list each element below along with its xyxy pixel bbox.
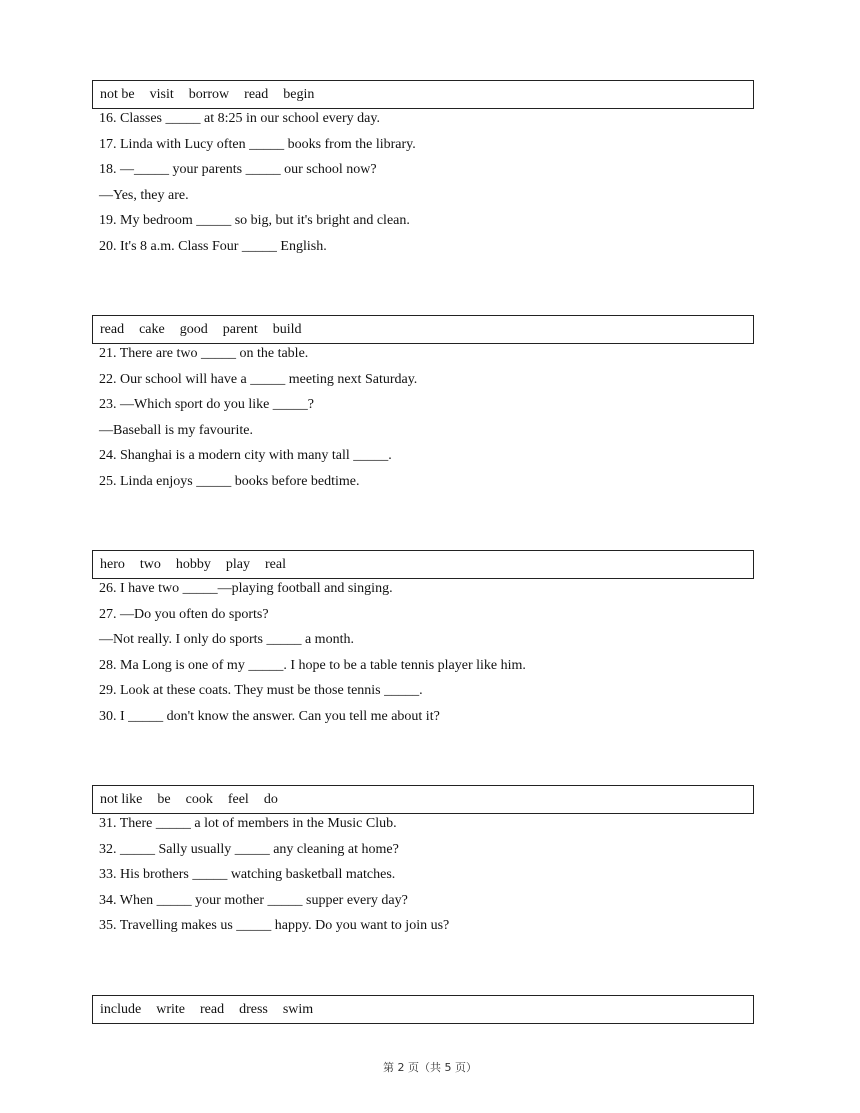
exercise-section-2 xyxy=(92,315,754,489)
question-line: 17. Linda with Lucy often _____ books from the library. xyxy=(99,137,416,152)
question-line: 19. My bedroom _____ so big, but it's bright and clean. xyxy=(99,213,410,228)
word-bank-box xyxy=(92,785,754,814)
word-bank-item: real xyxy=(265,556,286,572)
word-bank-item: not be xyxy=(100,86,135,102)
word-bank-item: hobby xyxy=(175,556,211,572)
question-line: 23. —Which sport do you like _____? xyxy=(99,397,315,412)
question-line: 35. Travelling makes us _____ happy. Do you want to join us? xyxy=(99,918,450,933)
word-bank-item: be xyxy=(157,791,171,807)
word-bank-item: cake xyxy=(139,321,165,337)
word-bank-item: swim xyxy=(282,1001,314,1017)
word-bank-item: begin xyxy=(283,86,315,102)
answer-line: —Not really. I only do sports _____ a month. xyxy=(99,632,354,647)
question-line: 28. Ma Long is one of my _____. I hope to be a table tennis player like him. xyxy=(99,658,526,673)
page-number-footer: 第 2 页（共 5 页） xyxy=(383,1061,477,1074)
question-line: 22. Our school will have a _____ meeting next Saturday. xyxy=(99,372,418,387)
answer-line: —Baseball is my favourite. xyxy=(99,423,253,438)
word-bank-item: cook xyxy=(185,791,213,807)
question-line: 25. Linda enjoys _____ books before bedtime. xyxy=(99,474,360,489)
question-line: 34. When _____ your mother _____ supper every day? xyxy=(99,893,408,908)
exercise-section-5 xyxy=(92,995,754,1024)
word-bank-item: read xyxy=(199,1001,225,1017)
question-line: 20. It's 8 a.m. Class Four _____ English. xyxy=(99,239,327,254)
word-bank-item: feel xyxy=(227,791,249,807)
word-bank-item: read xyxy=(244,86,269,102)
word-bank-box xyxy=(92,995,754,1024)
question-line: 18. —_____ your parents _____ our school now? xyxy=(99,162,377,177)
word-bank-item: dress xyxy=(239,1001,268,1017)
word-bank-item: play xyxy=(225,556,250,572)
word-bank-item: not like xyxy=(100,791,143,807)
question-line: 31. There _____ a lot of members in the Music Club. xyxy=(99,816,397,831)
word-bank-item: read xyxy=(100,321,125,337)
question-line: 33. His brothers _____ watching basketball matches. xyxy=(99,867,396,882)
word-bank-box xyxy=(92,80,754,109)
question-line: 24. Shanghai is a modern city with many tall _____. xyxy=(99,448,392,463)
word-bank-item: two xyxy=(139,556,161,572)
word-bank-box xyxy=(92,550,754,579)
question-line: 32. _____ Sally usually _____ any cleaning at home? xyxy=(99,842,399,857)
question-line: 27. —Do you often do sports? xyxy=(99,607,269,622)
word-bank-item: good xyxy=(179,321,208,337)
answer-line: —Yes, they are. xyxy=(99,188,189,203)
exercise-section-3 xyxy=(92,550,754,724)
exercise-section-4 xyxy=(92,785,754,933)
word-bank-item: borrow xyxy=(188,86,230,102)
word-bank-item: include xyxy=(100,1001,142,1017)
question-line: 21. There are two _____ on the table. xyxy=(99,346,309,361)
word-bank-box xyxy=(92,315,754,344)
word-bank-item: do xyxy=(263,791,278,807)
word-bank-item: visit xyxy=(149,86,174,102)
word-bank-item: write xyxy=(156,1001,185,1017)
word-bank-item: hero xyxy=(100,556,125,572)
exercise-section-1 xyxy=(92,80,754,254)
question-line: 16. Classes _____ at 8:25 in our school every day. xyxy=(99,111,380,126)
question-line: 30. I _____ don't know the answer. Can you tell me about it? xyxy=(99,709,440,724)
word-bank-item: build xyxy=(272,321,302,337)
question-line: 29. Look at these coats. They must be those tennis _____. xyxy=(99,683,423,698)
word-bank-item: parent xyxy=(222,321,258,337)
question-line: 26. I have two _____—playing football and singing. xyxy=(99,581,393,596)
